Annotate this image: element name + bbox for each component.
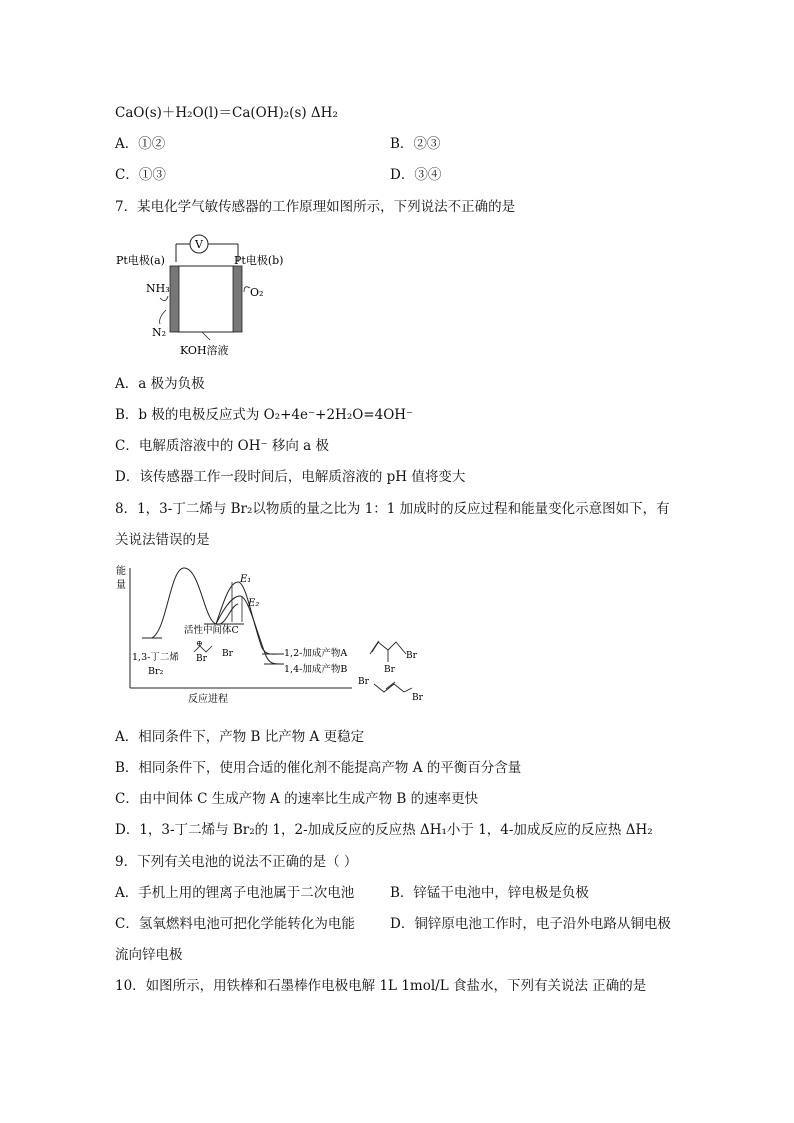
struct-a-br-1: Br xyxy=(384,665,395,675)
q9-option-d-cont: 流向锌电极 xyxy=(115,947,183,963)
intermediate-br-1: Br xyxy=(196,654,207,664)
intermediate-label: 活性中间体C xyxy=(184,625,239,636)
electrode-a-label: Pt电极(a) xyxy=(116,254,165,267)
e2-label: E₂ xyxy=(248,598,260,609)
q9-option-d: D．铜锌原电池工作时，电子沿外电路从铜电极 xyxy=(390,916,671,932)
br2-label: Br₂ xyxy=(148,666,164,677)
struct-a-br-2: Br xyxy=(406,651,417,661)
q9-option-a: A．手机上用的锂离子电池属于二次电池 xyxy=(115,885,355,901)
struct-b-br-2: Br xyxy=(412,693,423,703)
q7-sensor-diagram xyxy=(110,232,300,362)
q9-option-c: C．氢氧燃料电池可把化学能转化为电能 xyxy=(115,916,355,932)
nh3-label: NH₃ xyxy=(146,282,170,295)
q9-option-b: B．锌锰干电池中，锌电极是负极 xyxy=(390,885,589,901)
koh-label: KOH溶液 xyxy=(180,344,229,357)
q8-option-c: C．由中间体 C 生成产物 A 的速率比生成产物 B 的速率更快 xyxy=(115,791,479,807)
q6-option-d: D．③④ xyxy=(390,167,442,183)
q8-energy-diagram xyxy=(112,560,432,708)
product-a-label: 1,2-加成产物A xyxy=(284,648,348,659)
electrode-a xyxy=(170,266,179,332)
struct-b-br-1: Br xyxy=(358,677,369,687)
carbocation-plus: ⊕ xyxy=(196,639,203,648)
intermediate-br-2: Br xyxy=(222,649,233,659)
q8-option-b: B．相同条件下，使用合适的催化剂不能提高产物 A 的平衡百分含量 xyxy=(115,760,522,776)
reactant-label: 1,3-丁二烯 xyxy=(132,652,179,663)
q9-stem: 9．下列有关电池的说法不正确的是（ ） xyxy=(115,854,358,870)
q6-option-a: A．①② xyxy=(115,136,166,152)
q6-option-c: C．①③ xyxy=(115,167,166,183)
q6-option-b: B．②③ xyxy=(390,136,441,152)
q8-option-a: A．相同条件下，产物 B 比产物 A 更稳定 xyxy=(115,729,365,745)
q8-stem-line1: 8．1，3-丁二烯与 Br₂以物质的量之比为 1：1 加成时的反应过程和能量变化示意图如下，有 xyxy=(115,501,670,517)
product-b-label: 1,4-加成产物B xyxy=(284,664,348,675)
electrode-b-label: Pt电极(b) xyxy=(234,254,284,267)
q8-stem-line2: 关说法错误的是 xyxy=(115,532,210,548)
o2-label: O₂ xyxy=(250,286,264,299)
e1-label: E₁ xyxy=(240,574,252,585)
q7-option-a: A．a 极为负极 xyxy=(115,376,205,392)
x-axis-label: 反应进程 xyxy=(188,694,228,705)
y-axis-label-2: 量 xyxy=(116,580,126,591)
n2-label: N₂ xyxy=(152,326,167,339)
q8-option-d: D．1，3-丁二烯与 Br₂的 1，2-加成反应的反应热 ΔH₁小于 1，4-加成反应的反应热 ΔH₂ xyxy=(115,822,653,838)
voltmeter-label: V xyxy=(195,238,203,251)
q7-stem: 7．某电化学气敏传感器的工作原理如图所示，下列说法不正确的是 xyxy=(115,199,516,215)
q7-option-b: B．b 极的电极反应式为 O₂+4e⁻+2H₂O=4OH⁻ xyxy=(115,407,414,423)
electrode-b xyxy=(233,266,242,332)
q10-stem: 10．如图所示，用铁棒和石墨棒作电极电解 1L 1mol/L 食盐水，下列有关说法 正确的是 xyxy=(115,978,647,994)
y-axis-label-1: 能 xyxy=(116,566,126,577)
q6-equation: CaO(s)＋H₂O(l)＝Ca(OH)₂(s) ΔH₂ xyxy=(115,105,338,121)
q7-option-d: D．该传感器工作一段时间后，电解质溶液的 pH 值将变大 xyxy=(115,469,466,485)
q7-option-c: C．电解质溶液中的 OH⁻ 移向 a 极 xyxy=(115,438,330,454)
